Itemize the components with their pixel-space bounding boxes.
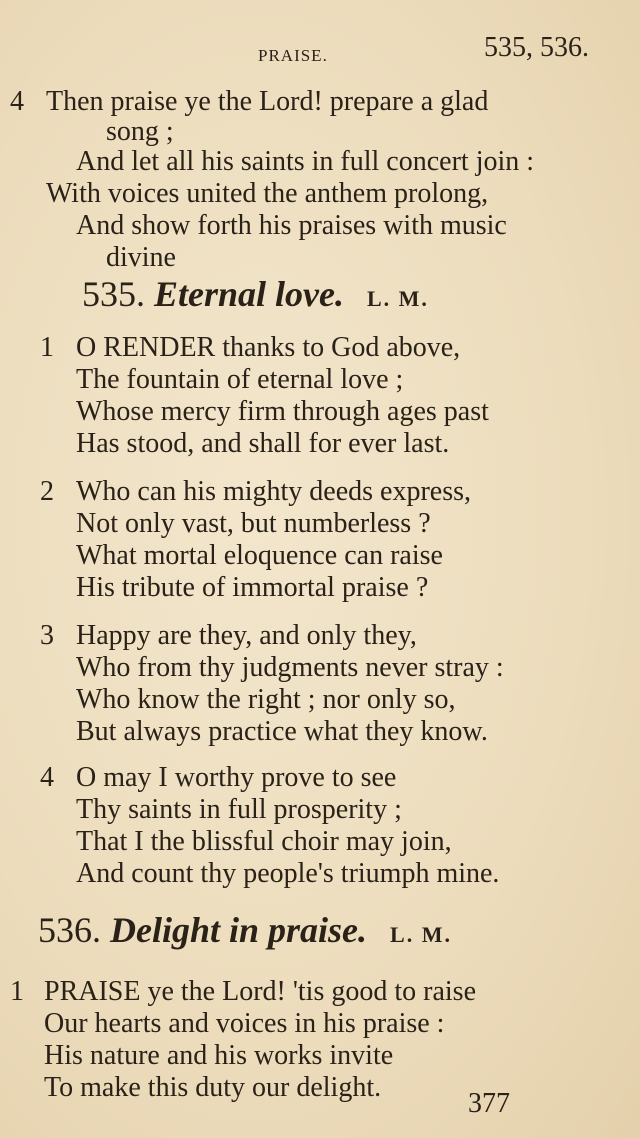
verse-number: 3 bbox=[40, 620, 54, 651]
verse-line: O RENDER thanks to God above, bbox=[76, 332, 461, 363]
hymn-number-range: 535, 536. bbox=[484, 32, 589, 63]
hymn-title: Eternal love. bbox=[154, 274, 344, 314]
hymn-meter: L. M. bbox=[390, 922, 452, 947]
page-number: 377 bbox=[468, 1088, 510, 1119]
verse-line: Happy are they, and only they, bbox=[76, 620, 417, 651]
verse-number: 1 bbox=[10, 976, 24, 1007]
verse-line: PRAISE ye the Lord! 'tis good to raise bbox=[44, 976, 476, 1007]
verse-line: His nature and his works invite bbox=[44, 1040, 394, 1071]
hymn-number: 536. bbox=[38, 910, 101, 950]
verse-line: To make this duty our delight. bbox=[44, 1072, 382, 1103]
verse-line: His tribute of immortal praise ? bbox=[76, 572, 429, 603]
verse-line: What mortal eloquence can raise bbox=[76, 540, 443, 571]
verse-line: But always practice what they know. bbox=[76, 716, 488, 747]
verse-number: 4 bbox=[10, 86, 24, 117]
verse-line: Thy saints in full prosperity ; bbox=[76, 794, 402, 825]
verse-line: And let all his saints in full concert join : bbox=[76, 146, 535, 177]
verse-line: Our hearts and voices in his praise : bbox=[44, 1008, 445, 1039]
verse-line: Then praise ye the Lord! prepare a glad bbox=[46, 86, 489, 117]
verse-line: Who can his mighty deeds express, bbox=[76, 476, 472, 507]
verse-number: 2 bbox=[40, 476, 54, 507]
verse-line: The fountain of eternal love ; bbox=[76, 364, 404, 395]
hymn-title: Delight in praise. bbox=[110, 910, 368, 950]
verse-number: 1 bbox=[40, 332, 54, 363]
hymn-number: 535. bbox=[82, 274, 145, 314]
verse-line: Who from thy judgments never stray : bbox=[76, 652, 504, 683]
verse-line: Has stood, and shall for ever last. bbox=[76, 428, 450, 459]
verse-line: With voices united the anthem prolong, bbox=[46, 178, 489, 209]
hymn-meter: L. M. bbox=[366, 286, 429, 311]
verse-line-cut: divine bbox=[106, 242, 176, 273]
hymn-heading bbox=[38, 910, 452, 955]
verse-line: Not only vast, but numberless ? bbox=[76, 508, 431, 539]
verse-number: 4 bbox=[40, 762, 54, 793]
running-head bbox=[0, 28, 640, 68]
section-title: PRAISE. bbox=[258, 46, 328, 65]
verse-line: song ; bbox=[106, 116, 174, 147]
verse-line: And show forth his praises with music bbox=[76, 210, 507, 241]
hymn-heading bbox=[82, 274, 429, 319]
verse-line: That I the blissful choir may join, bbox=[76, 826, 452, 857]
verse-line: And count thy people's triumph mine. bbox=[76, 858, 500, 889]
verse-line: Whose mercy firm through ages past bbox=[76, 396, 489, 427]
verse-line: O may I worthy prove to see bbox=[76, 762, 397, 793]
verse-line: Who know the right ; nor only so, bbox=[76, 684, 456, 715]
